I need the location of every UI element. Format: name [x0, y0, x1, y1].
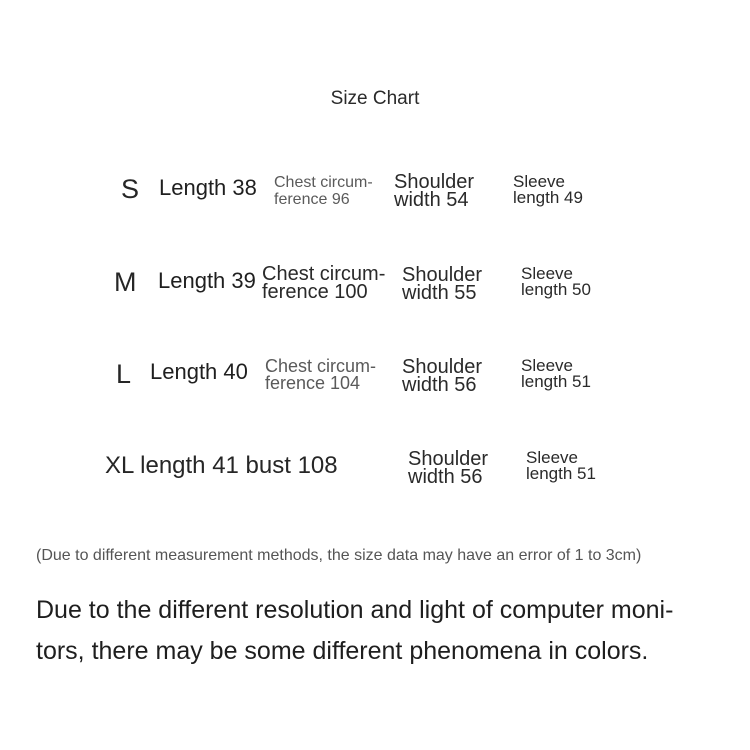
shoulder-s: [394, 173, 474, 209]
sleeve-xl-line2: length 51: [526, 464, 596, 483]
shoulder-m-line2: width 55: [402, 282, 477, 304]
sleeve-m-line1: Sleeve: [521, 264, 573, 283]
shoulder-m-line1: Shoulder: [402, 264, 483, 286]
page-title: Size Chart: [330, 88, 420, 109]
size-label-m: M: [114, 267, 137, 297]
shoulder-s-line1: Shoulder: [394, 171, 475, 193]
shoulder-l: [402, 358, 482, 394]
shoulder-s-line2: width 54: [394, 189, 469, 211]
chest-s-line2: ference 96: [274, 191, 350, 208]
shoulder-xl-line2: width 56: [408, 466, 483, 488]
measurement-note: (Due to different measurement methods, the size data may have an error of 1 to 3cm): [36, 547, 642, 564]
sleeve-xl-line1: Sleeve: [526, 448, 578, 467]
sleeve-l: [521, 358, 591, 390]
length-s: Length 38: [159, 175, 257, 200]
shoulder-l-line2: width 56: [402, 374, 477, 396]
color-disclaimer-line2: tors, there may be some different phenomena in colors.: [36, 637, 649, 665]
sleeve-s: [513, 174, 583, 206]
sleeve-s-line1: Sleeve: [513, 172, 565, 191]
chest-s: [274, 174, 373, 208]
sleeve-l-line2: length 51: [521, 372, 591, 391]
shoulder-xl: [408, 450, 488, 486]
shoulder-m: [402, 266, 482, 302]
chest-m: [262, 265, 385, 301]
shoulder-l-line1: Shoulder: [402, 356, 483, 378]
chest-l-line1: Chest circum-: [265, 356, 377, 376]
shoulder-xl-line1: Shoulder: [408, 448, 489, 470]
sleeve-m: [521, 266, 591, 298]
length-l: Length 40: [150, 359, 248, 384]
chest-m-line1: Chest circum-: [262, 263, 386, 285]
sleeve-m-line2: length 50: [521, 280, 591, 299]
chest-l: [265, 358, 376, 392]
chest-l-line2: ference 104: [265, 373, 361, 393]
chest-m-line2: ference 100: [262, 281, 368, 303]
sleeve-xl: [526, 450, 596, 482]
length-m: Length 39: [158, 268, 256, 293]
size-line-xl: XL length 41 bust 108: [105, 452, 338, 479]
size-label-l: L: [116, 359, 132, 389]
sleeve-s-line2: length 49: [513, 188, 583, 207]
color-disclaimer-line1: Due to the different resolution and light of computer moni-: [36, 596, 674, 624]
chest-s-line1: Chest circum-: [274, 174, 373, 191]
color-disclaimer: [36, 590, 716, 672]
sleeve-l-line1: Sleeve: [521, 356, 573, 375]
size-label-s: S: [121, 174, 140, 204]
